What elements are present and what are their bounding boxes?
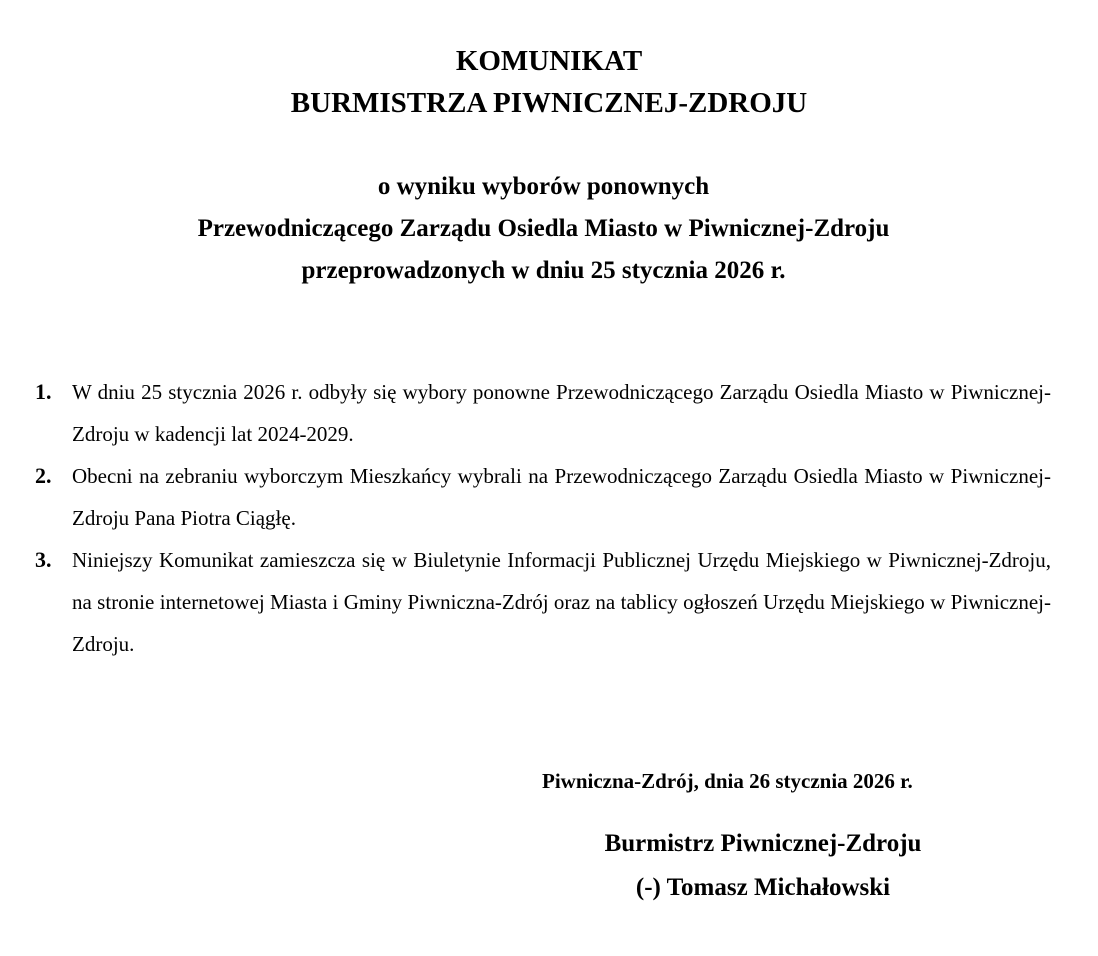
list-item <box>30 539 1051 665</box>
place-and-date: Piwniczna-Zdrój, dnia 26 stycznia 2026 r. <box>542 769 913 793</box>
document-subtitle <box>0 166 1087 292</box>
signature-block <box>545 822 981 910</box>
subtitle-line-3: przeprowadzonych w dniu 25 stycznia 2026 r. <box>301 257 786 284</box>
list-item-number: 2. <box>35 463 52 488</box>
subtitle-line-2: Przewodniczącego Zarządu Osiedla Miasto w Piwnicznej-Zdroju <box>197 215 890 242</box>
title-line-1: KOMUNIKAT <box>455 45 643 77</box>
list-item-text: Niniejszy Komunikat zamieszcza się w Biuletynie Informacji Publicznej Urzędu Miejskiego w Piwnicznej-Zdroju, na stronie internetowej Miasta i Gminy Piwniczna-Zdrój oraz na tablicy ogłoszeń Urzędu Miejskiego w Piwnicznej-Zdroju. <box>72 548 1051 656</box>
list-item-number: 1. <box>35 379 52 404</box>
list-item-text: W dniu 25 stycznia 2026 r. odbyły się wybory ponowne Przewodniczącego Zarządu Osiedla Miasto w Piwnicznej-Zdroju w kadencji lat 2024-2029. <box>72 380 1051 446</box>
subtitle-line-1: o wyniku wyborów ponownych <box>377 173 710 200</box>
document-title <box>0 40 1098 124</box>
list-item <box>30 455 1051 539</box>
list-item-text: Obecni na zebraniu wyborczym Mieszkańcy wybrali na Przewodniczącego Zarządu Osiedla Miasto w Piwnicznej-Zdroju Pana Piotra Ciągłę. <box>72 464 1051 530</box>
signatory-title: Burmistrz Piwnicznej-Zdroju <box>604 830 922 857</box>
title-line-2: BURMISTRZA PIWNICZNEJ-ZDROJU <box>290 87 808 119</box>
list-item <box>30 371 1051 455</box>
signatory-name: (-) Tomasz Michałowski <box>635 874 891 901</box>
numbered-list <box>30 371 1051 665</box>
list-item-number: 3. <box>35 547 52 572</box>
